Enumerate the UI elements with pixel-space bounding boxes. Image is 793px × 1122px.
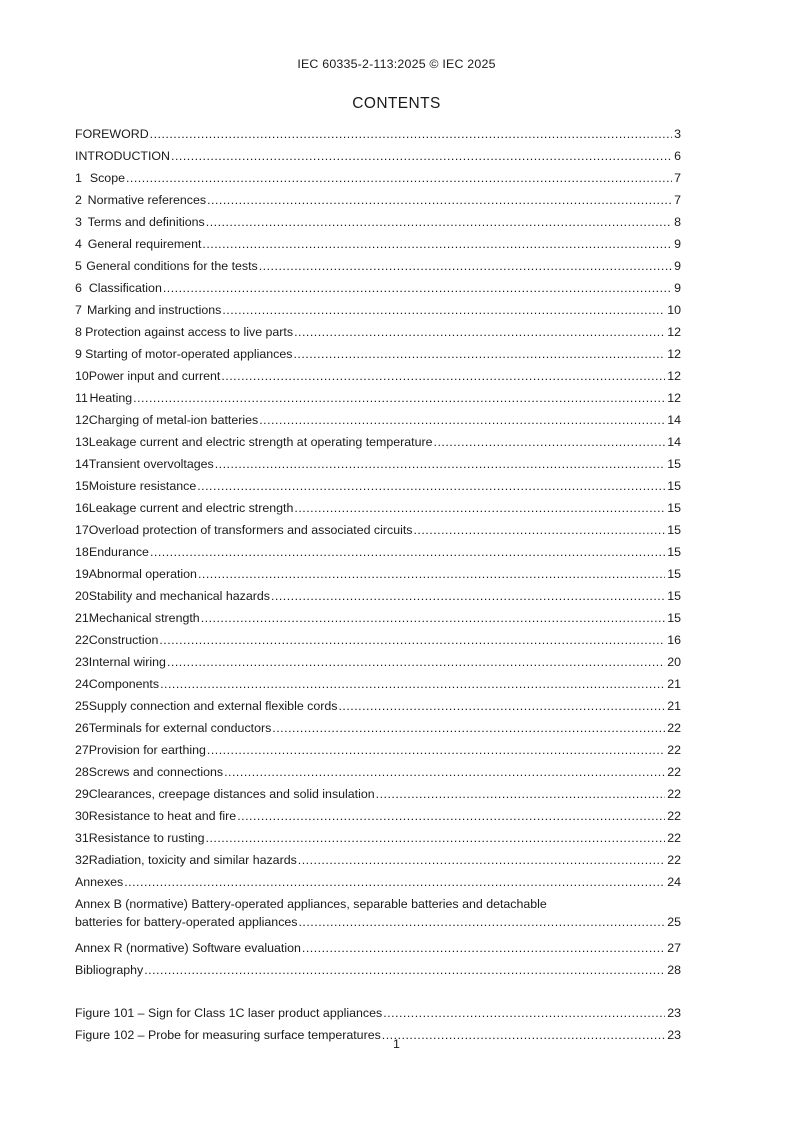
toc-entry-clause-5[interactable] [75,257,681,279]
toc-entry-annex-r[interactable] [75,939,681,961]
toc-entry-label: Figure 101 – Sign for Class 1C laser product appliances [75,1006,383,1020]
toc-leader-dots [298,913,666,931]
toc-clause-number: 2 [75,193,82,207]
toc-entry-page: 15 [667,501,681,515]
toc-entry-page: 15 [667,545,681,559]
toc-entry-page: 16 [667,633,681,647]
toc-entry-page: 28 [667,963,681,977]
toc-leader-dots [215,455,666,473]
toc-entry-label: Internal wiring [88,655,166,669]
toc-clause-number: 8 [75,325,82,339]
page-title: CONTENTS [352,95,441,112]
toc-clause-number: 26 [75,721,89,735]
toc-entry-annexes[interactable] [75,873,681,895]
page-number: 1 [393,1037,400,1051]
toc-entry-label: Normative references [87,193,207,207]
toc-entry-label: Protection against access to live parts [85,325,294,339]
toc-leader-dots [338,697,665,715]
toc-entry-label: Leakage current and electric strength [88,501,294,515]
toc-entry-label: Resistance to heat and fire [88,809,237,823]
toc-leader-dots [202,235,672,253]
toc-entry-label: Bibliography [75,963,144,977]
toc-entry-clause-20[interactable] [75,587,681,609]
toc-leader-dots [383,1004,665,1022]
toc-entry-label: Annex R (normative) Software evaluation [75,941,301,955]
toc-leader-dots [293,345,665,363]
toc-entry-clause-14[interactable] [75,455,681,477]
toc-entry-page: 22 [667,765,681,779]
table-of-contents [75,125,681,1048]
toc-leader-dots [207,191,672,209]
toc-entry-clause-27[interactable] [75,741,681,763]
toc-leader-dots [160,675,665,693]
toc-entry-page: 20 [667,655,681,669]
toc-entry-page: 7 [674,171,681,185]
toc-entry-clause-15[interactable] [75,477,681,499]
toc-entry-clause-17[interactable] [75,521,681,543]
toc-entry-clause-13[interactable] [75,433,681,455]
toc-entry-label: Terms and definitions [87,215,205,229]
toc-entry-label: Scope [89,171,125,185]
toc-entry-label: Clearances, creepage distances and solid insulation [88,787,375,801]
toc-entry-label: Heating [89,391,133,405]
toc-entry-page: 8 [674,215,681,229]
toc-leader-dots [222,301,665,319]
toc-leader-dots [207,741,665,759]
toc-clause-number: 29 [75,787,89,801]
toc-entry-page: 24 [667,875,681,889]
toc-entry-clause-2[interactable] [75,191,681,213]
toc-leader-dots [271,587,665,605]
toc-entry-clause-21[interactable] [75,609,681,631]
toc-entry-page: 25 [667,915,681,929]
toc-clause-number: 11 [75,391,88,405]
toc-entry-label: Supply connection and external flexible cords [88,699,338,713]
toc-entry-label: Classification [88,281,162,295]
toc-leader-dots [272,719,665,737]
toc-clause-number: 31 [75,831,89,845]
toc-entry-label: FOREWORD [75,127,149,141]
toc-entry-clause-6[interactable] [75,279,681,301]
toc-clause-number: 28 [75,765,89,779]
toc-leader-dots [259,257,672,275]
toc-entry-page: 9 [674,281,681,295]
toc-entry-page: 22 [667,743,681,757]
toc-entry-label: Radiation, toxicity and similar hazards [88,853,297,867]
toc-leader-dots [206,213,672,231]
toc-entry-page: 15 [667,457,681,471]
toc-entry-page: 21 [667,699,681,713]
toc-clause-number: 23 [75,655,89,669]
document-header: IEC 60335-2-113:2025 © IEC 2025 [297,57,496,71]
toc-entry-page: 15 [667,611,681,625]
toc-entry-label: Screws and connections [88,765,224,779]
toc-entry-clause-12[interactable] [75,411,681,433]
toc-entry-page: 14 [667,413,681,427]
toc-entry-figure-101[interactable] [75,1004,681,1026]
toc-entry-page: 14 [667,435,681,449]
toc-leader-dots [302,939,665,957]
toc-clause-number: 3 [75,215,82,229]
toc-entry-annex-b[interactable] [75,895,681,939]
toc-leader-dots [150,125,672,143]
toc-leader-dots [159,631,665,649]
toc-entry-page: 22 [667,809,681,823]
toc-entry-page: 21 [667,677,681,691]
toc-clause-number: 19 [75,567,89,581]
toc-entry-label-line1: Annex B (normative) Battery-operated appliances, separable batteries and detachable [75,897,547,911]
toc-entry-clause-30[interactable] [75,807,681,829]
toc-entry-clause-22[interactable] [75,631,681,653]
toc-leader-dots [237,807,665,825]
toc-entry-clause-7[interactable] [75,301,681,323]
toc-entry-label: Moisture resistance [88,479,197,493]
toc-leader-dots [201,609,666,627]
toc-entry-foreword[interactable] [75,125,681,147]
toc-clause-number: 21 [75,611,89,625]
toc-entry-clause-8[interactable] [75,323,681,345]
toc-clause-number: 4 [75,237,82,251]
toc-entry-label: Components [88,677,160,691]
toc-entry-label: INTRODUCTION [75,149,170,163]
toc-entry-clause-24[interactable] [75,675,681,697]
toc-entry-page: 3 [674,127,681,141]
toc-entry-page: 15 [667,523,681,537]
toc-clause-number: 7 [75,303,82,317]
toc-clause-number: 22 [75,633,89,647]
toc-entry-label: Construction [88,633,159,647]
toc-entry-page: 22 [667,853,681,867]
toc-entry-clause-16[interactable] [75,499,681,521]
toc-entry-page: 9 [674,237,681,251]
toc-entry-page: 23 [667,1028,681,1042]
toc-entry-page: 12 [667,325,681,339]
toc-entry-page: 6 [674,149,681,163]
toc-entry-page: 15 [667,567,681,581]
toc-clause-number: 20 [75,589,89,603]
toc-leader-dots [133,389,665,407]
toc-entry-clause-11[interactable] [75,389,681,411]
toc-entry-label: Charging of metal-ion batteries [88,413,259,427]
toc-entry-page: 15 [667,479,681,493]
toc-leader-dots [376,785,666,803]
toc-entry-introduction[interactable] [75,147,681,169]
toc-entry-label: Endurance [89,545,149,559]
toc-clause-number: 32 [75,853,89,867]
toc-entry-page: 9 [674,259,681,273]
toc-leader-dots [144,961,665,979]
toc-clause-number: 10 [75,369,89,383]
toc-entry-clause-23[interactable] [75,653,681,675]
toc-leader-dots [259,411,665,429]
toc-clause-number: 14 [75,457,89,471]
toc-clause-number: 17 [75,523,89,537]
toc-entry-page: 7 [674,193,681,207]
toc-clause-number: 13 [75,435,89,449]
toc-clause-number: 25 [75,699,89,713]
toc-leader-dots [294,323,665,341]
toc-entry-clause-32[interactable] [75,851,681,873]
toc-clause-number: 6 [75,281,82,295]
toc-clause-number: 18 [75,545,89,559]
toc-entry-page: 15 [667,589,681,603]
toc-entry-label: General requirement [87,237,202,251]
toc-entry-label: Mechanical strength [88,611,200,625]
toc-leader-dots [434,433,666,451]
toc-entry-label: Terminals for external conductors [88,721,272,735]
toc-leader-dots [167,653,665,671]
toc-clause-number: 12 [75,413,89,427]
toc-leader-dots [197,477,665,495]
toc-entry-clause-1[interactable] [75,169,681,191]
toc-entry-page: 22 [667,831,681,845]
toc-entry-clause-3[interactable] [75,213,681,235]
toc-entry-label: Leakage current and electric strength at operating temperature [88,435,433,449]
toc-clause-number: 30 [75,809,89,823]
toc-entry-label: General conditions for the tests [86,259,258,273]
toc-entry-label: Resistance to rusting [88,831,205,845]
toc-entry-label: Abnormal operation [88,567,197,581]
toc-entry-clause-25[interactable] [75,697,681,719]
toc-leader-dots [206,829,666,847]
toc-entry-label: Marking and instructions [87,303,222,317]
toc-clause-number: 27 [75,743,89,757]
toc-leader-dots [221,367,665,385]
toc-clause-number: 9 [75,347,82,361]
toc-leader-dots [163,279,672,297]
toc-leader-dots [294,499,665,517]
toc-entry-label: Overload protection of transformers and associated circuits [88,523,413,537]
toc-entry-page: 27 [667,941,681,955]
toc-leader-dots [413,521,665,539]
toc-entry-clause-26[interactable] [75,719,681,741]
toc-entry-clause-9[interactable] [75,345,681,367]
toc-leader-dots [298,851,665,869]
toc-entry-page: 22 [667,721,681,735]
toc-entry-label: Transient overvoltages [88,457,214,471]
toc-entry-label: Stability and mechanical hazards [88,589,270,603]
toc-entry-page: 10 [667,303,681,317]
toc-entry-clause-28[interactable] [75,763,681,785]
toc-leader-dots [124,873,665,891]
toc-entry-label: Power input and current [88,369,221,383]
toc-leader-dots [198,565,665,583]
toc-entry-page: 12 [667,391,681,405]
toc-clause-number: 16 [75,501,89,515]
toc-leader-dots [150,543,665,561]
toc-entry-page: 23 [667,1006,681,1020]
toc-leader-dots [224,763,665,781]
toc-entry-label: Provision for earthing [88,743,206,757]
toc-entry-page: 12 [667,347,681,361]
toc-entry-clause-31[interactable] [75,829,681,851]
toc-entry-page: 12 [667,369,681,383]
toc-leader-dots [126,169,672,187]
toc-entry-clause-10[interactable] [75,367,681,389]
toc-entry-clause-18[interactable] [75,543,681,565]
toc-clause-number: 15 [75,479,89,493]
toc-entry-label: Figure 102 – Probe for measuring surface temperatures [75,1028,381,1042]
toc-entry-clause-4[interactable] [75,235,681,257]
toc-entry-label-line2: batteries for battery-operated appliances [75,915,298,929]
toc-leader-dots [171,147,672,165]
toc-clause-number: 24 [75,677,89,691]
toc-entry-page: 22 [667,787,681,801]
clause-list [75,169,681,873]
toc-entry-label: Starting of motor-operated appliances [85,347,293,361]
toc-entry-bibliography[interactable] [75,961,681,983]
toc-clause-number: 5 [75,259,82,273]
toc-entry-label: Annexes [75,875,124,889]
toc-entry-clause-29[interactable] [75,785,681,807]
toc-entry-clause-19[interactable] [75,565,681,587]
toc-clause-number: 1 [75,171,82,185]
